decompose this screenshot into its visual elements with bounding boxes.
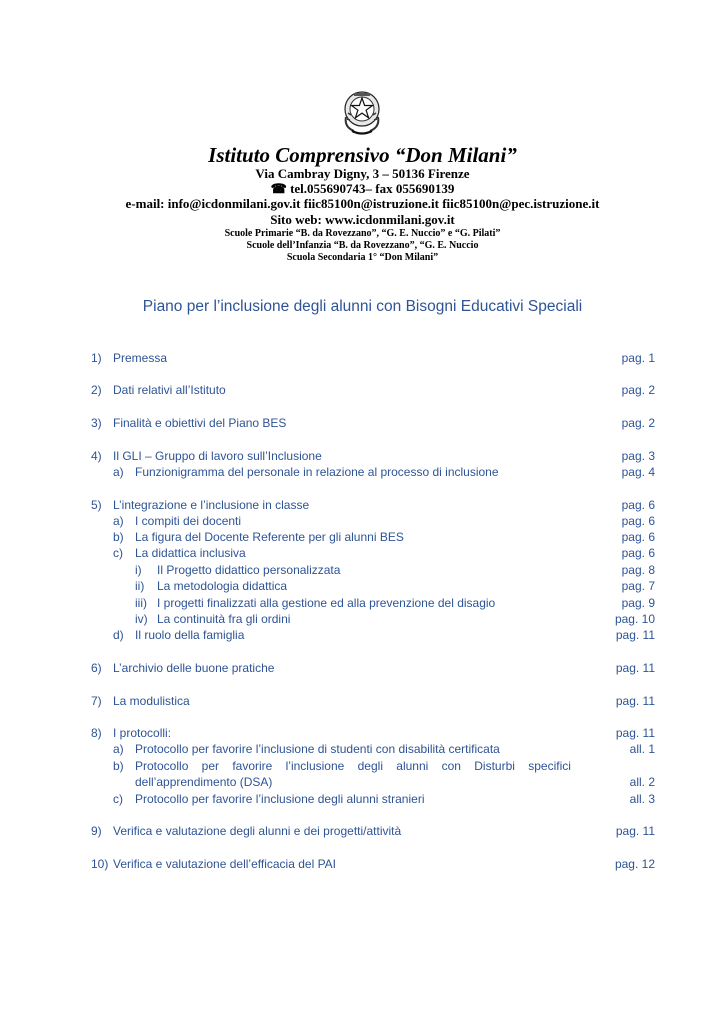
toc-entry-page: pag. 6 xyxy=(621,498,655,512)
toc-entry-page: pag. 7 xyxy=(621,579,655,593)
toc-entry-page: pag. 9 xyxy=(621,596,655,610)
institute-phone: tel.055690743– fax 055690139 xyxy=(290,181,455,196)
toc-number: 4) xyxy=(91,449,102,463)
toc-entry-label: La didattica inclusiva xyxy=(135,546,246,560)
toc-entry-page: pag. 10 xyxy=(614,612,655,626)
toc-entry-label: L’archivio delle buone pratiche xyxy=(113,661,275,675)
toc-entry-label: La figura del Docente Referente per gli alunni BES xyxy=(135,530,404,544)
toc-entry-page: pag. 11 xyxy=(615,824,655,838)
toc-entry-label: Protocollo per favorire l’inclusione degli alunni stranieri xyxy=(135,792,425,806)
toc-entry-page: pag. 4 xyxy=(621,465,655,479)
institute-address: Via Cambray Digny, 3 – 50136 Firenze xyxy=(255,166,470,181)
toc-entry-label: I compiti dei docenti xyxy=(135,514,242,528)
toc-entry-label: Funzionigramma del personale in relazione al processo di inclusione xyxy=(135,465,499,479)
secondary-school: Scuola Secondaria 1° “Don Milani” xyxy=(286,252,439,263)
toc-number: a) xyxy=(113,514,124,528)
toc-entry-page: pag. 11 xyxy=(615,661,655,675)
toc-entry-page: pag. 6 xyxy=(621,514,655,528)
toc-number: b) xyxy=(113,530,124,544)
toc-number: 6) xyxy=(91,661,102,675)
toc-number: 10) xyxy=(91,857,109,871)
institute-email: e-mail: info@icdonmilani.gov.it fiic85100n@istruzione.it fiic85100n@pec.istruzione.it xyxy=(125,196,600,211)
toc-entry-label-continued: dell’apprendimento (DSA) xyxy=(135,775,273,789)
document-title: Piano per l’inclusione degli alunni con Bisogni Educativi Speciali xyxy=(142,298,583,315)
toc-number: a) xyxy=(113,742,124,756)
toc-entry-page: pag. 11 xyxy=(615,726,655,740)
toc-number: d) xyxy=(113,628,124,642)
toc-entry-label: Verifica e valutazione degli alunni e dei progetti/attività xyxy=(113,824,402,838)
toc-word: con xyxy=(441,759,461,773)
toc-entry-page: pag. 11 xyxy=(615,694,655,708)
toc-entry-label: Il ruolo della famiglia xyxy=(135,628,245,642)
toc-number: i) xyxy=(135,563,142,577)
toc-number: a) xyxy=(113,465,124,479)
toc-entry-page: all. 1 xyxy=(629,742,655,756)
toc-number: 1) xyxy=(91,351,102,365)
toc-entry-label: Finalità e obiettivi del Piano BES xyxy=(113,416,287,430)
telephone-icon: ☎ xyxy=(270,181,287,196)
institute-name: Istituto Comprensivo “Don Milani” xyxy=(208,143,517,167)
toc-entry-page: pag. 1 xyxy=(621,351,655,365)
toc-word: favorire xyxy=(232,759,273,773)
toc-entry-page: pag. 2 xyxy=(621,383,655,397)
toc-entry-page: pag. 3 xyxy=(621,449,655,463)
toc-number: c) xyxy=(113,792,123,806)
toc-number: 9) xyxy=(91,824,102,838)
toc-entry-page: pag. 6 xyxy=(621,546,655,560)
toc-entry-label: Premessa xyxy=(113,351,168,365)
toc-entry-page: pag. 12 xyxy=(614,857,655,871)
toc-entry-label: Il Progetto didattico personalizzata xyxy=(157,563,341,577)
infancy-schools: Scuole dell’Infanzia “B. da Rovezzano”, “G. E. Nuccio xyxy=(246,240,479,251)
toc-entry-label: La modulistica xyxy=(113,694,190,708)
toc-entry-page: all. 2 xyxy=(629,775,655,789)
toc-word: specifici xyxy=(528,759,571,773)
toc-number: 3) xyxy=(91,416,102,430)
toc-number: iii) xyxy=(135,596,147,610)
toc-entry-label: La metodologia didattica xyxy=(157,579,288,593)
toc-entry-label: Protocollo per favorire l’inclusione di studenti con disabilità certificata xyxy=(135,742,500,756)
toc-entry-page: pag. 2 xyxy=(621,416,655,430)
toc-entry-label: Dati relativi all’Istituto xyxy=(113,383,226,397)
toc-entry-label: La continuità fra gli ordini xyxy=(157,612,291,626)
toc-word: Disturbi xyxy=(474,759,515,773)
toc-entry-page: pag. 11 xyxy=(615,628,655,642)
toc-number: 2) xyxy=(91,383,102,397)
toc-number: 5) xyxy=(91,498,102,512)
toc-number: c) xyxy=(113,546,123,560)
toc-entry-label: Il GLI – Gruppo di lavoro sull’Inclusione xyxy=(113,449,322,463)
toc-entry-page: pag. 8 xyxy=(621,563,655,577)
toc-entry-label: I protocolli: xyxy=(113,726,172,740)
toc-entry-label: L’integrazione e l’inclusione in classe xyxy=(113,498,310,512)
toc-word: l’inclusione xyxy=(285,759,345,773)
toc-entry-page: all. 3 xyxy=(629,792,655,806)
toc-number: b) xyxy=(113,759,124,773)
toc-entry-label xyxy=(135,759,571,774)
toc-word: alunni xyxy=(396,759,429,773)
toc-word: per xyxy=(201,759,220,773)
toc-number: iv) xyxy=(135,612,148,626)
institute-website: Sito web: www.icdonmilani.gov.it xyxy=(270,212,455,227)
toc-entry-label: Verifica e valutazione dell’efficacia del PAI xyxy=(113,857,337,871)
toc-number: 7) xyxy=(91,694,102,708)
toc-word: Protocollo xyxy=(135,759,189,773)
toc-entry-label: I progetti finalizzati alla gestione ed alla prevenzione del disagio xyxy=(157,596,496,610)
toc-entry-page: pag. 6 xyxy=(621,530,655,544)
primary-schools: Scuole Primarie “B. da Rovezzano”, “G. E. Nuccio” e “G. Pilati” xyxy=(224,228,501,239)
toc-word: degli xyxy=(357,759,383,773)
toc-number: 8) xyxy=(91,726,102,740)
toc-number: ii) xyxy=(135,579,145,593)
